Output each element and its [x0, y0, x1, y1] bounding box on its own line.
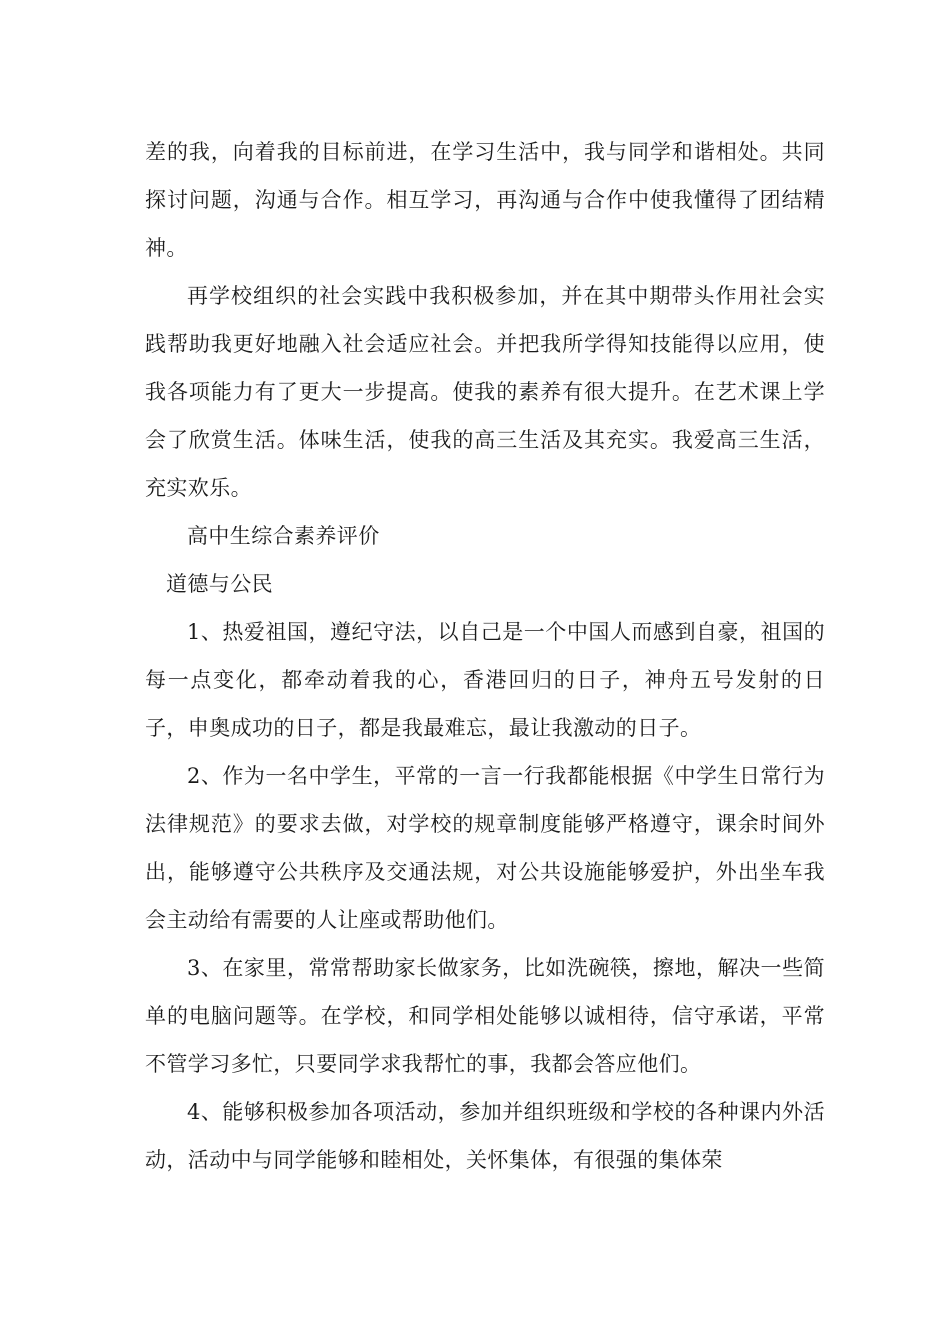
paragraph-item-2: 2、作为一名中学生，平常的一言一行我都能根据《中学生日常行为法律规范》的要求去做，对学校的规章制度能够严格遵守，课余时间外出，能够遵守公共秩序及交通法规，对公共设施能够爱护，外出坐车我会主动给有需要的人让座或帮助他们。 — [145, 764, 825, 932]
paragraph-item-1: 1、热爱祖国，遵纪守法，以自己是一个中国人而感到自豪，祖国的每一点变化，都牵动着我的心，香港回归的日子，神舟五号发射的日子，申奥成功的日子，都是我最难忘，最让我激动的日子。 — [145, 620, 825, 740]
subsection-heading: 道德与公民 — [166, 572, 273, 596]
paragraph-social-practice: 再学校组织的社会实践中我积极参加，并在其中期带头作用社会实践帮助我更好地融入社会适应社会。并把我所学得知技能得以应用，使我各项能力有了更大一步提高。使我的素养有很大提升。在艺术课上学会了欣赏生活。体味生活，使我的高三生活及其充实。我爱高三生活，充实欢乐。 — [145, 284, 825, 500]
paragraph-item-4: 4、能够积极参加各项活动，参加并组织班级和学校的各种课内外活动，活动中与同学能够和睦相处，关怀集体，有很强的集体荣 — [145, 1100, 825, 1172]
section-heading: 高中生综合素养评价 — [187, 524, 380, 548]
paragraph-item-3: 3、在家里，常常帮助家长做家务，比如洗碗筷，擦地，解决一些简单的电脑问题等。在学校，和同学相处能够以诚相待，信守承诺，平常不管学习多忙，只要同学求我帮忙的事，我都会答应他们。 — [145, 956, 825, 1076]
paragraph-continuation: 差的我，向着我的目标前进，在学习生活中，我与同学和谐相处。共同探讨问题，沟通与合作。相互学习，再沟通与合作中使我懂得了团结精神。 — [145, 140, 825, 260]
document-body — [145, 128, 825, 1184]
